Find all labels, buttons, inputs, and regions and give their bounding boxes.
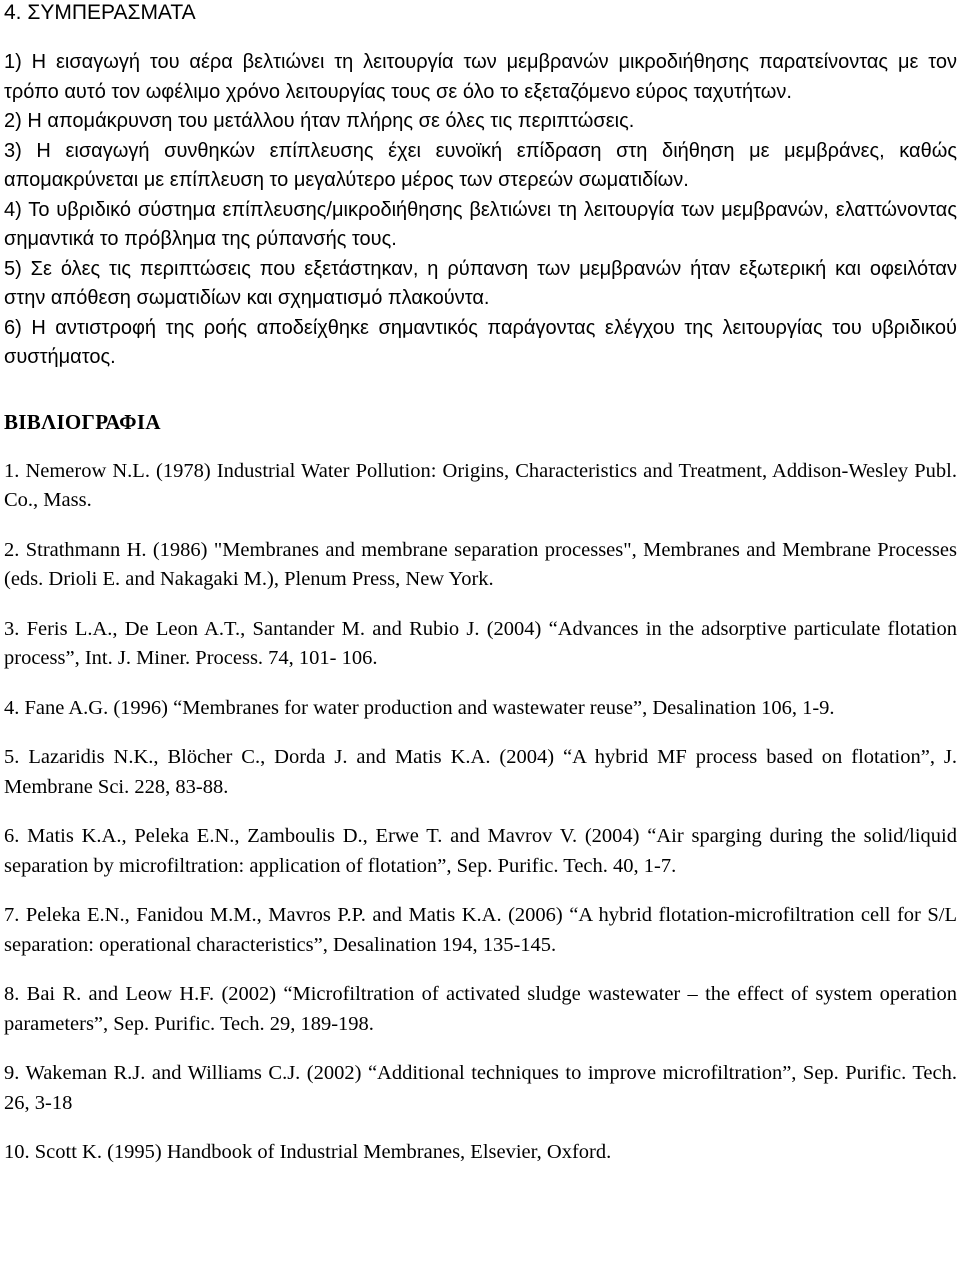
reference-item: 5. Lazaridis N.K., Blöcher C., Dorda J. and Matis K.A. (2004) “A hybrid MF process based on flotation”, J. Membrane Sci. 228, 83-88. [4,746,957,798]
reference-item: 4. Fane A.G. (1996) “Membranes for water production and wastewater reuse”, Desalination 106, 1-9. [4,696,835,719]
reference-item: 6. Matis K.A., Peleka E.N., Zamboulis D., Erwe T. and Mavrov V. (2004) “Air sparging during the solid/liquid separation by microfiltration: application of flotation”, Sep. Purific. Tech. 40, 1-7. [4,825,957,877]
reference-item: 9. Wakeman R.J. and Williams C.J. (2002) “Additional techniques to improve microfiltration”, Sep. Purific. Tech. 26, 3-18 [4,1062,957,1114]
conclusions-heading: 4. ΣΥΜΠΕΡΑΣΜΑΤΑ [4,1,196,24]
document-page [4,0,957,1168]
conclusion-item: 1) Η εισαγωγή του αέρα βελτιώνει τη λειτουργία των μεμβρανών μικροδιήθησης παρατείνοντας με τον τρόπο αυτό τον ωφέλιμο χρόνο λειτουργίας τους σε όλο το εξεταζόμενο εύρος ταχυτήτων. [4,51,957,103]
conclusion-item: 5) Σε όλες τις περιπτώσεις που εξετάστηκαν, η ρύπανση των μεμβρανών ήταν εξωτερική και οφειλόταν στην απόθεση σωματιδίων και σχηματισμό πλακούντα. [4,257,957,309]
reference-item: 8. Bai R. and Leow H.F. (2002) “Microfiltration of activated sludge wastewater – the effect of system operation parameters”, Sep. Purific. Tech. 29, 189-198. [4,983,957,1035]
reference-item: 1. Nemerow N.L. (1978) Industrial Water Pollution: Origins, Characteristics and Treatment, Addison-Wesley Publ. Co., Mass. [4,459,957,511]
conclusion-item: 2) Η απομάκρυνση του μετάλλου ήταν πλήρης σε όλες τις περιπτώσεις. [4,110,635,132]
reference-list [4,457,957,1168]
reference-item: 2. Strathmann H. (1986) "Membranes and membrane separation processes", Membranes and Membrane Processes (eds. Drioli E. and Nakagaki M.), Plenum Press, New York. [4,538,957,590]
conclusion-item: 6) Η αντιστροφή της ροής αποδείχθηκε σημαντικός παράγοντας ελέγχου της λειτουργίας του υβριδικού συστήματος. [4,316,957,368]
bibliography-heading: ΒΙΒΛΙΟΓΡΑΦΙΑ [4,409,161,434]
conclusion-item: 4) Το υβριδικό σύστημα επίπλευσης/μικροδιήθησης βελτιώνει τη λειτουργία των μεμβρανών, ελαττώνοντας σημαντικά το πρόβλημα της ρύπανσής τους. [4,198,957,250]
reference-item: 10. Scott K. (1995) Handbook of Industrial Membranes, Elsevier, Oxford. [4,1141,612,1163]
conclusion-item: 3) Η εισαγωγή συνθηκών επίπλευσης έχει ευνοϊκή επίδραση στη διήθηση με μεμβράνες, καθώς απομακρύνεται με επίπλευση το μεγαλύτερο μέρος των στερεών σωματιδίων. [4,139,957,191]
reference-item: 3. Feris L.A., De Leon A.T., Santander M. and Rubio J. (2004) “Advances in the adsorptive particulate flotation process”, Int. J. Miner. Process. 74, 101- 106. [4,617,957,669]
reference-item: 7. Peleka E.N., Fanidou M.M., Mavros P.P. and Matis K.A. (2006) “A hybrid flotation-microfiltration cell for S/L separation: operational characteristics”, Desalination 194, 135-145. [4,904,957,956]
conclusions-list [4,48,957,373]
